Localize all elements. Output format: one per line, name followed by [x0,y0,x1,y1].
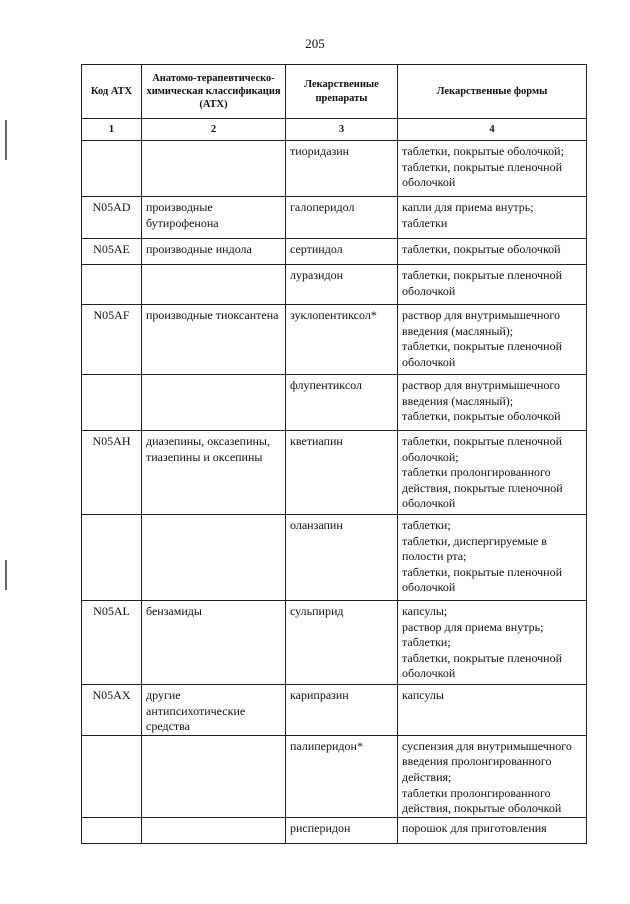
atx-code-cell [82,735,142,817]
table-row [82,431,587,515]
atx-code-cell [82,515,142,601]
dosage-form-line: таблетки пролонгированного действия, покрытые пленочной оболочкой [402,465,563,511]
atx-classification-cell [142,515,286,601]
dosage-form-line: капсулы [402,688,444,702]
drug-name-cell: зуклопентиксол* [286,305,398,375]
column-number: 2 [142,119,286,141]
dosage-forms-cell [398,601,587,685]
dosage-form-line: капли для приема внутрь; [402,200,534,214]
drug-name-cell: флупентиксол [286,375,398,431]
table-row [82,515,587,601]
page-number: 205 [305,36,325,51]
dosage-forms-cell [398,817,587,843]
dosage-forms-cell [398,239,587,265]
header-drugs: Лекарственные препараты [286,65,398,119]
dosage-form-line: таблетки; [402,518,451,532]
drug-name-cell: тиоридазин [286,141,398,197]
scan-edge-mark [5,120,7,160]
atx-code-cell: N05AX [82,685,142,736]
dosage-form-line: таблетки, покрытые оболочкой [402,242,561,256]
table-row [82,197,587,239]
dosage-form-line: таблетки, покрытые оболочкой [402,409,561,424]
column-number: 4 [398,119,587,141]
dosage-forms-cell [398,735,587,817]
dosage-form-line: таблетки, покрытые пленочной оболочкой [402,268,563,298]
column-number: 1 [82,119,142,141]
drug-name-cell: сульпирид [286,601,398,685]
table-row [82,239,587,265]
header-dosage-forms: Лекарственные формы [398,65,587,119]
atx-code-cell [82,817,142,843]
dosage-form-line: раствор для внутримышечного введения (масляный); [402,378,560,408]
atx-code-cell [82,265,142,305]
drug-name-cell: палиперидон* [286,735,398,817]
dosage-form-line: таблетки [402,215,448,230]
dosage-form-line: капсулы; [402,604,448,618]
atx-classification-cell: производные тиоксантена [142,305,286,375]
atx-classification-cell [142,735,286,817]
dosage-form-line: таблетки пролонгированного действия, покрытые оболочкой [402,785,562,816]
table-body [82,141,587,844]
drug-name-cell: галоперидол [286,197,398,239]
table-row [82,375,587,431]
atx-classification-cell: другие антипсихотические средства [142,685,286,736]
atx-code-cell [82,375,142,431]
dosage-form-line: таблетки, покрытые пленочной оболочкой [402,159,563,190]
atx-classification-cell: производные индола [142,239,286,265]
drug-name-cell: карипразин [286,685,398,736]
column-number: 3 [286,119,398,141]
dosage-form-line: таблетки, покрытые пленочной оболочкой [402,564,563,595]
atx-classification-cell [142,817,286,843]
atx-code-cell [82,141,142,197]
table-row [82,305,587,375]
table-row [82,817,587,843]
atx-classification-cell: бензамиды [142,601,286,685]
drug-name-cell: луразидон [286,265,398,305]
table-row [82,601,587,685]
drug-name-cell: кветиапин [286,431,398,515]
dosage-form-line: таблетки, покрытые пленочной оболочкой [402,339,563,369]
atx-classification-cell [142,375,286,431]
dosage-forms-cell [398,431,587,515]
dosage-forms-cell [398,515,587,601]
dosage-form-line: суспензия для внутримышечного введения пролонгированного действия; [402,738,572,784]
atx-code-cell: N05AE [82,239,142,265]
table-header-row [82,65,587,119]
atx-classification-cell [142,265,286,305]
dosage-form-line: таблетки, покрытые пленочной оболочкой; [402,434,563,464]
scan-edge-mark [5,560,7,590]
dosage-forms-cell [398,685,587,736]
atx-classification-cell: производные бутирофенона [142,197,286,239]
table-row [82,685,587,736]
atx-classification-cell: диазепины, оксазепины, тиазепины и оксепины [142,431,286,515]
drug-name-cell: рисперидон [286,817,398,843]
dosage-forms-cell [398,375,587,431]
header-atx-code: Код АТХ [82,65,142,119]
dosage-form-line: таблетки, покрытые пленочной оболочкой [402,650,563,681]
atx-code-cell: N05AH [82,431,142,515]
atx-code-cell: N05AF [82,305,142,375]
column-number-row [82,119,587,141]
atx-code-cell: N05AD [82,197,142,239]
drug-name-cell: оланзапин [286,515,398,601]
dosage-form-line: таблетки, диспергируемые в полости рта; [402,533,547,564]
dosage-form-line: порошок для приготовления [402,820,547,835]
atx-table [81,64,587,844]
dosage-form-line: раствор для приема внутрь; [402,619,544,634]
dosage-forms-cell [398,197,587,239]
table-row [82,735,587,817]
drug-name-cell: сертиндол [286,239,398,265]
dosage-form-line: таблетки; [402,635,451,650]
dosage-forms-cell [398,305,587,375]
atx-code-cell: N05AL [82,601,142,685]
dosage-form-line: раствор для внутримышечного введения (масляный); [402,308,560,338]
atx-classification-cell [142,141,286,197]
dosage-form-line: таблетки, покрытые оболочкой; [402,144,564,158]
table-row [82,265,587,305]
header-atx-classification: Анатомо-терапевтическо-химическая классификация (АТХ) [142,65,286,119]
dosage-forms-cell [398,265,587,305]
table-row [82,141,587,197]
dosage-forms-cell [398,141,587,197]
